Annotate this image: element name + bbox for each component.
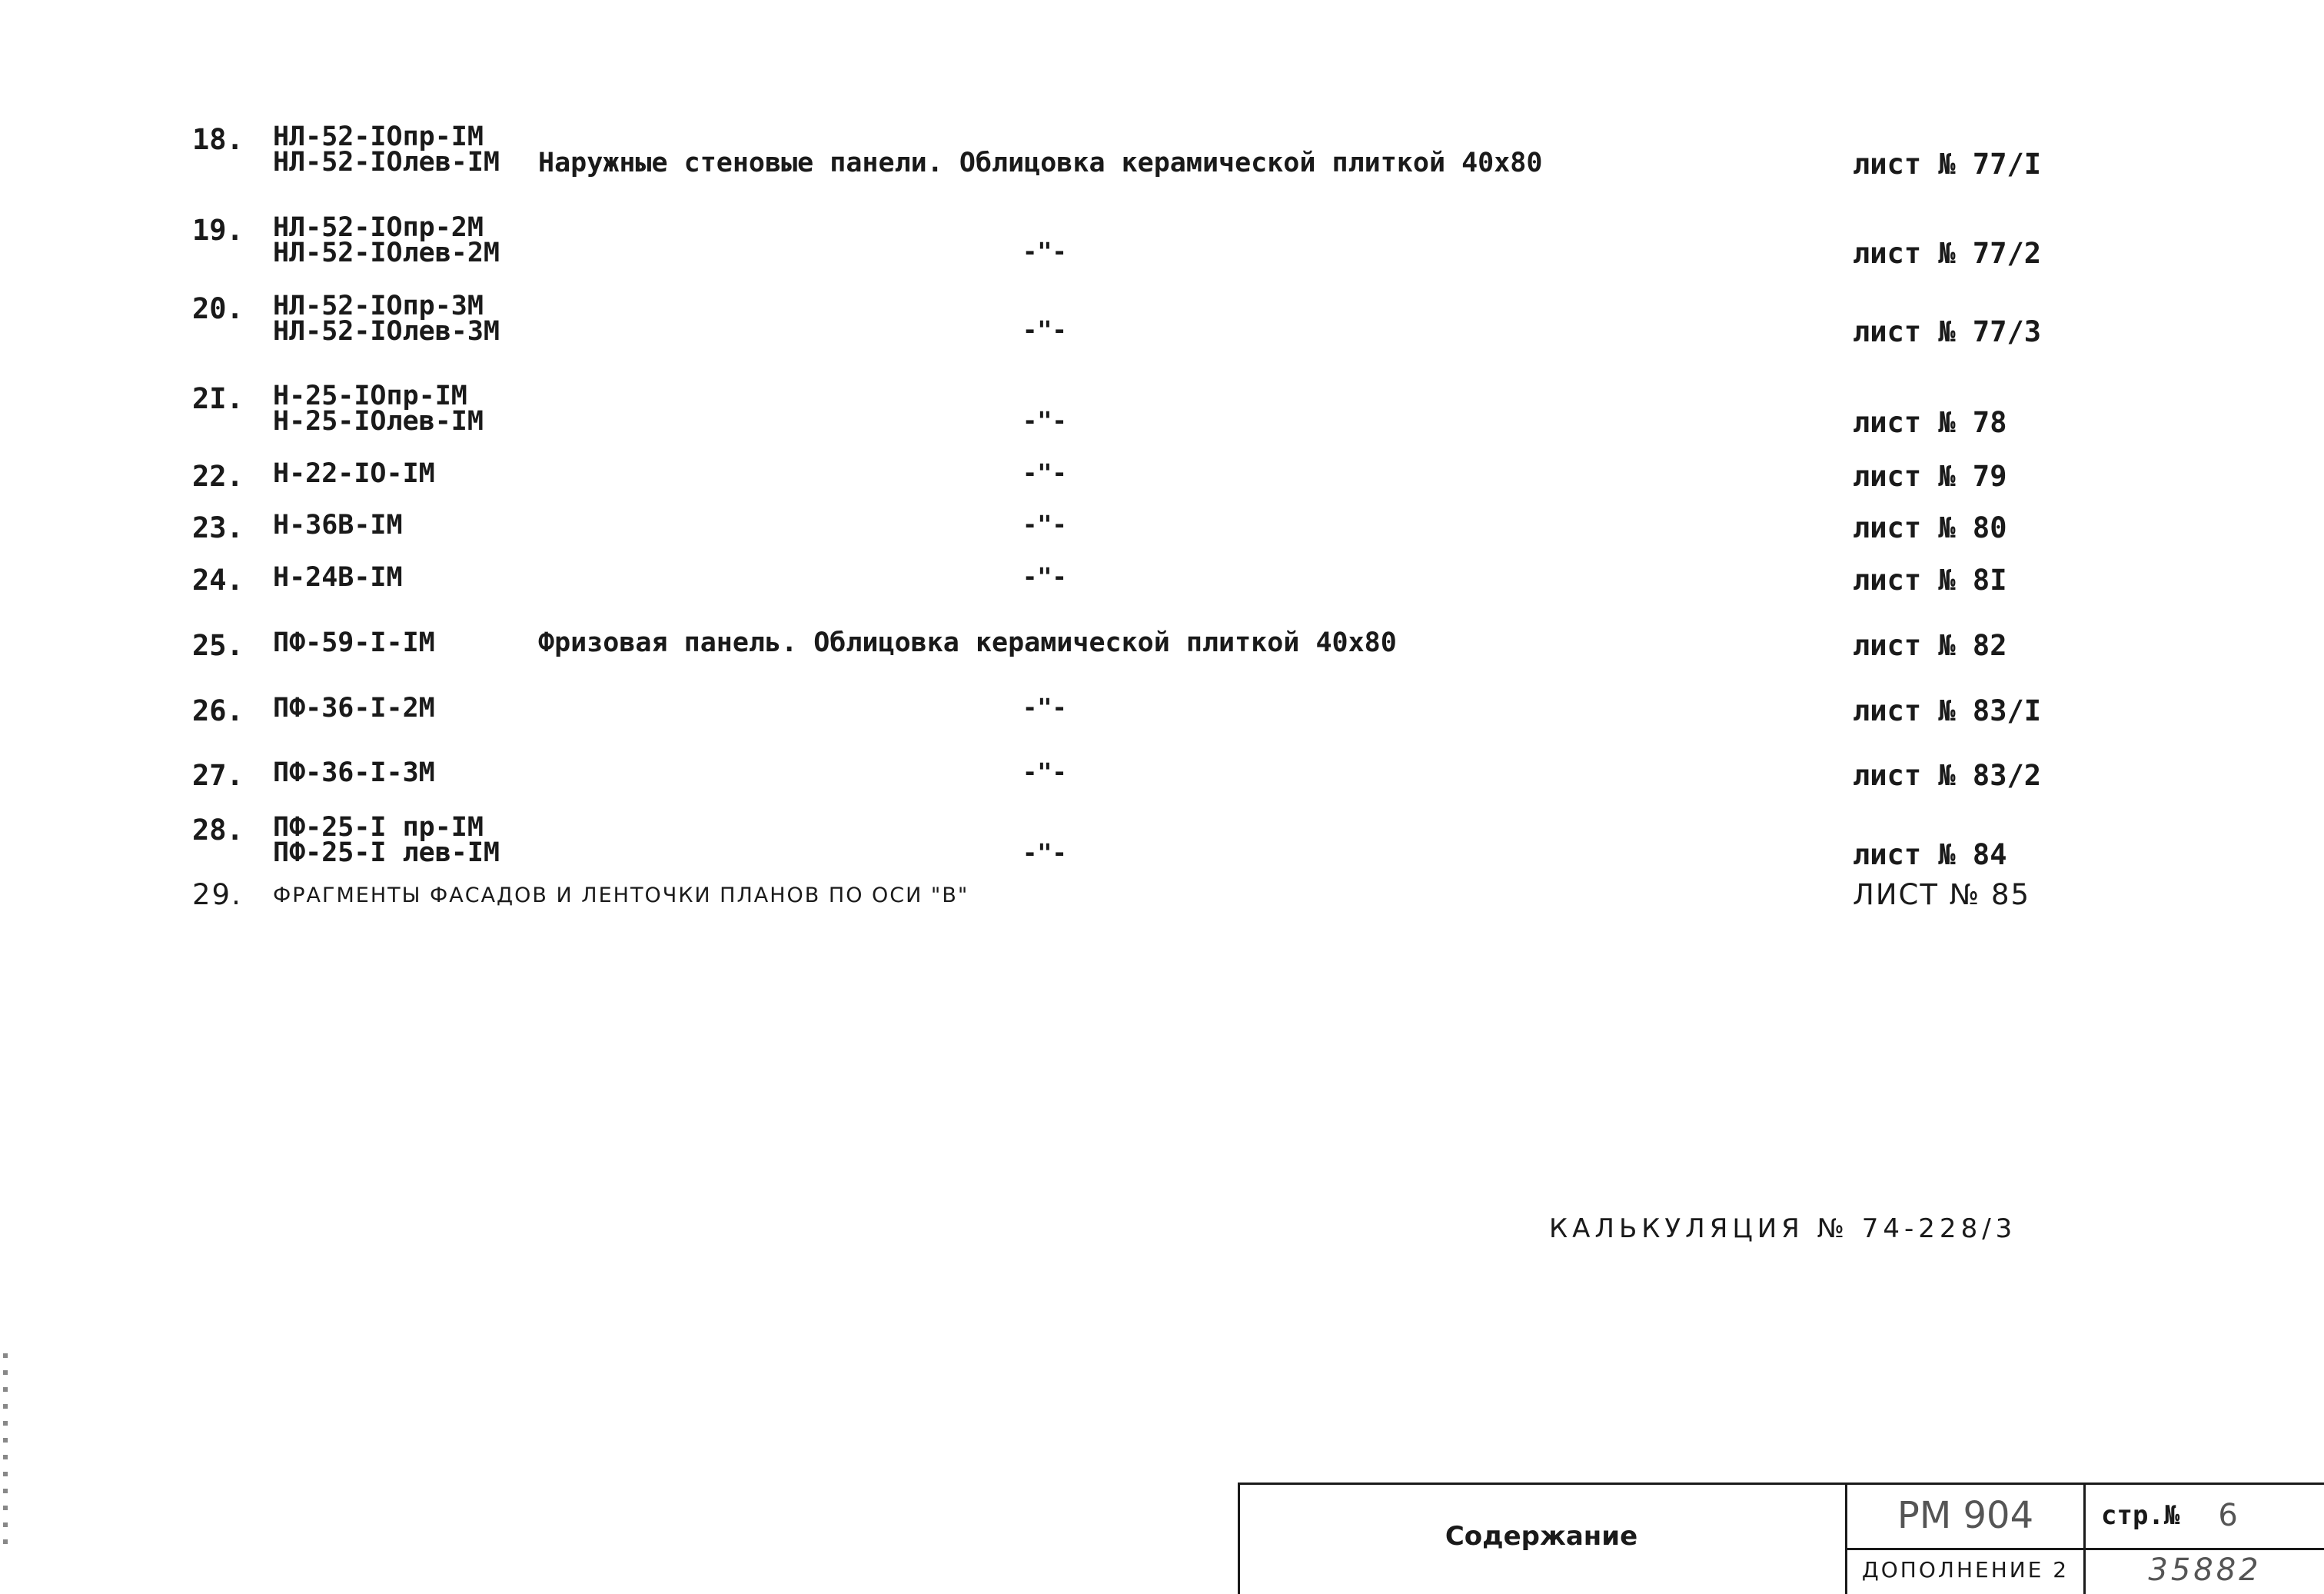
sheet-reference: лист № 82 [1853, 629, 2007, 662]
document-title: Содержание [1445, 1520, 1638, 1552]
row-description: Наружные стеновые панели. Облицовка керамической плиткой 40x80 [538, 148, 1543, 178]
sheet-reference: лист № 83/I [1853, 694, 2042, 727]
panel-codes [273, 693, 435, 724]
panel-codes [273, 510, 403, 541]
panel-code: Н-25-IОлев-IМ [273, 406, 484, 437]
calculation-note: КАЛЬКУЛЯЦИЯ № 74-228/3 [1549, 1213, 2017, 1244]
handwritten-entry: ФРАГМЕНТЫ ФАСАДОВ И ЛЕНТОЧКИ ПЛАНОВ ПО ОСИ "В" [273, 884, 969, 907]
sheet-reference: лист № 78 [1853, 406, 2007, 439]
row-number: 2I. [192, 382, 244, 415]
document-code: РМ 904 [1897, 1493, 2034, 1537]
panel-code: Н-36В-IМ [273, 510, 403, 541]
sheet-reference: лист № 77/I [1853, 148, 2042, 181]
sheet-reference: лист № 79 [1853, 460, 2007, 493]
row-number: 20. [192, 292, 244, 325]
ditto-mark: -"- [1022, 562, 1067, 591]
page-info [2086, 1483, 2324, 1548]
panel-code: Н-25-IОпр-IМ [273, 381, 467, 411]
ditto-mark: -"- [1022, 693, 1067, 722]
row-description: Фризовая панель. Облицовка керамической плиткой 40x80 [538, 627, 1397, 658]
row-number: 23. [192, 511, 244, 544]
page-label: стр.№ [2101, 1499, 2180, 1531]
sheet-reference: лист № 83/2 [1853, 759, 2042, 792]
ditto-mark: -"- [1022, 838, 1067, 867]
panel-code: НЛ-52-IОпр-IМ [273, 121, 484, 152]
ditto-mark: -"- [1022, 757, 1067, 787]
sheet-reference: лист № 77/3 [1853, 315, 2042, 348]
title-block [1238, 1483, 2324, 1589]
panel-code: НЛ-52-IОлев-IМ [273, 147, 500, 178]
panel-codes [273, 562, 403, 593]
addendum-label: ДОПОЛНЕНИЕ 2 [1861, 1557, 2070, 1582]
panel-code: НЛ-52-IОлев-3М [273, 316, 500, 347]
sheet-reference: лист № 77/2 [1853, 237, 2042, 270]
panel-codes [273, 757, 435, 788]
scan-edge-marks [3, 1353, 8, 1546]
sheet-reference: лист № 80 [1853, 511, 2007, 544]
row-number: 27. [192, 759, 244, 792]
panel-codes [273, 381, 484, 437]
panel-code: ПФ-25-I лев-IМ [273, 837, 500, 868]
panel-code: НЛ-52-IОлев-2М [273, 238, 500, 268]
ditto-mark: -"- [1022, 458, 1067, 488]
panel-code: Н-24В-IМ [273, 562, 403, 593]
ditto-mark: -"- [1022, 510, 1067, 539]
sheet-reference: лист № 8I [1853, 564, 2007, 597]
panel-codes [273, 121, 500, 178]
row-number: 19. [192, 214, 244, 247]
row-number: 25. [192, 629, 244, 662]
panel-code: Н-22-IО-IМ [273, 458, 435, 489]
row-number: 18. [192, 123, 244, 156]
panel-codes [273, 212, 500, 268]
row-number: 26. [192, 694, 244, 727]
inventory-number: 35882 [2148, 1552, 2262, 1588]
row-number: 24. [192, 564, 244, 597]
panel-code: ПФ-25-I пр-IМ [273, 812, 484, 843]
row-number: 29. [192, 878, 242, 911]
panel-codes [273, 291, 500, 347]
panel-code: НЛ-52-IОпр-3М [273, 291, 484, 321]
row-number: 22. [192, 460, 244, 493]
panel-codes [273, 883, 969, 908]
ditto-mark: -"- [1022, 406, 1067, 435]
ditto-mark: -"- [1022, 237, 1067, 266]
panel-code: ПФ-59-I-IМ [273, 627, 435, 658]
row-number: 28. [192, 814, 244, 847]
panel-codes [273, 812, 500, 868]
ditto-mark: -"- [1022, 315, 1067, 344]
page-number: 6 [2218, 1497, 2238, 1533]
panel-code: НЛ-52-IОпр-2М [273, 212, 484, 243]
panel-code: ПФ-36-I-3М [273, 757, 435, 788]
sheet-reference: ЛИСТ № 85 [1853, 878, 2031, 911]
panel-codes [273, 458, 435, 489]
panel-code: ПФ-36-I-2М [273, 693, 435, 724]
panel-codes [273, 627, 435, 658]
sheet-reference: лист № 84 [1853, 838, 2007, 871]
